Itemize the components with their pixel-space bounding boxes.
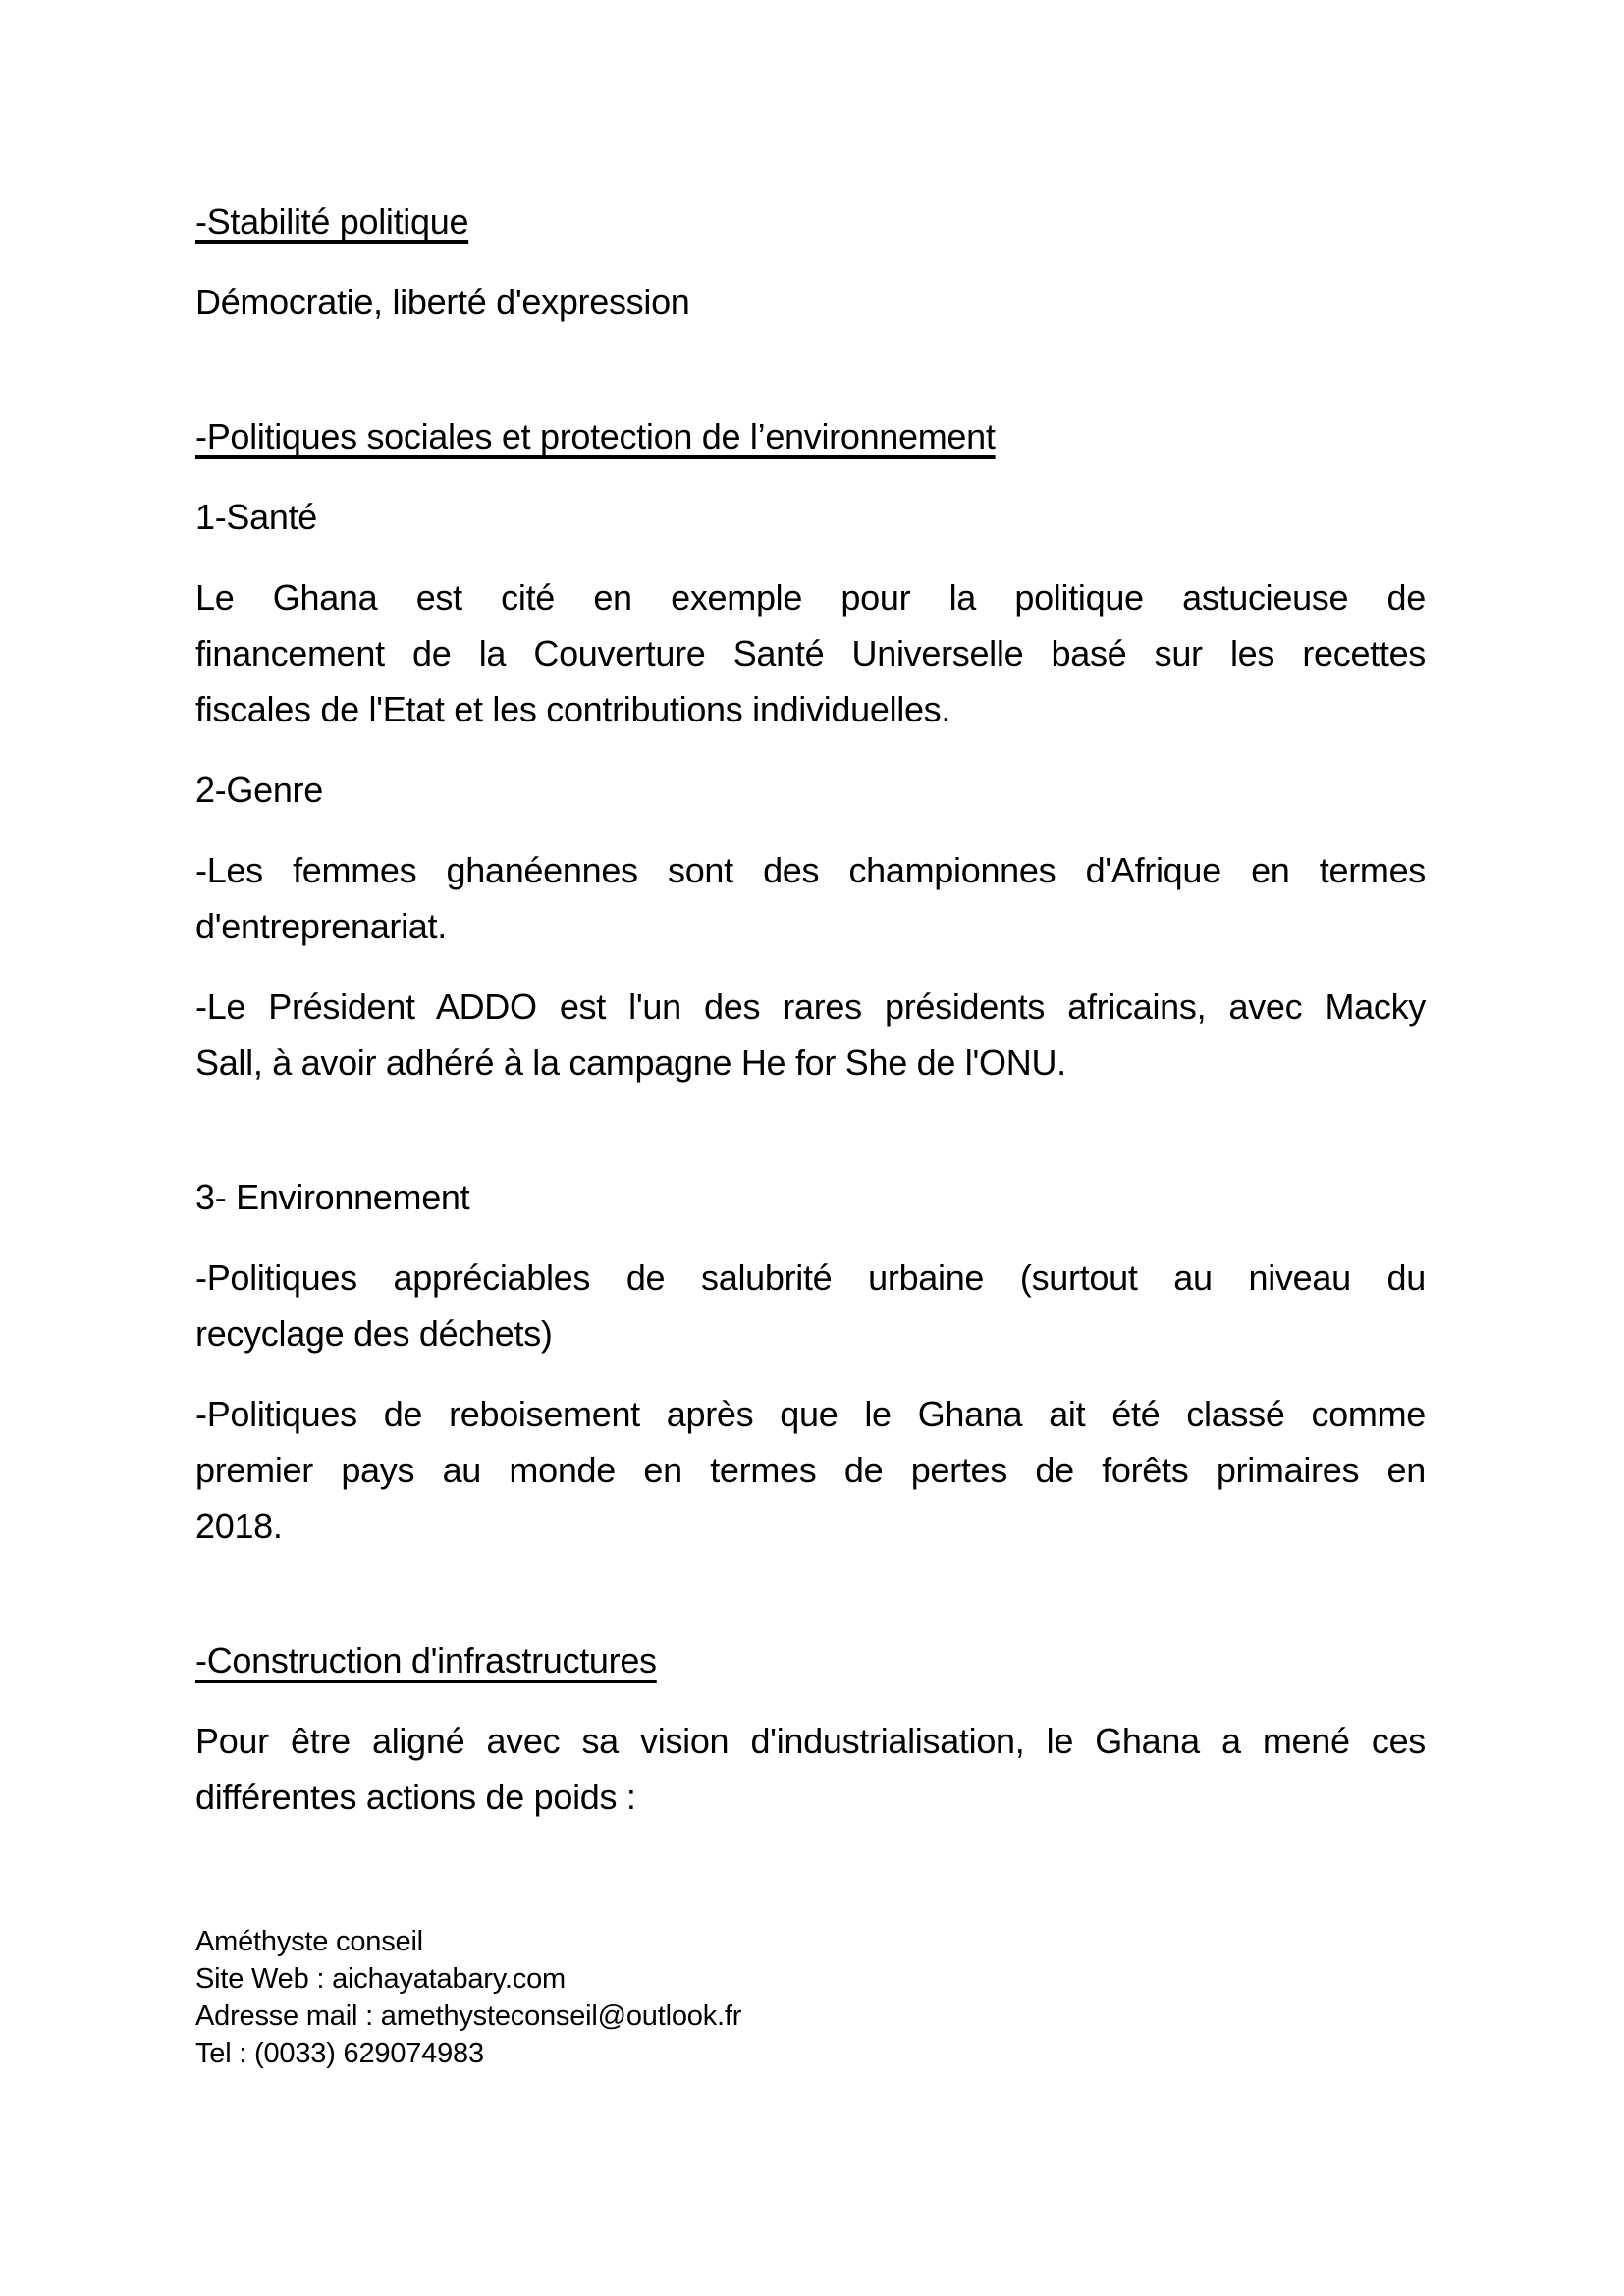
- heading-construction-infrastructures: -Construction d'infrastructures: [195, 1640, 657, 1681]
- paragraph-femmes: [195, 842, 1426, 954]
- paragraph-line: recyclage des déchets): [195, 1313, 553, 1354]
- paragraph-line: -Les femmes ghanéennes sont des championnes d'Afrique en termes: [195, 850, 1426, 890]
- subheading-environnement: 3- Environnement: [195, 1177, 470, 1217]
- paragraph-line: -Le Président ADDO est l'un des rares présidents africains, avec Macky: [195, 987, 1426, 1027]
- subheading-sante: 1-Santé: [195, 497, 317, 537]
- paragraph-line: d'entreprenariat.: [195, 906, 447, 946]
- heading-politiques-sociales: -Politiques sociales et protection de l’environnement: [195, 416, 996, 456]
- paragraph-salubrite: [195, 1250, 1426, 1362]
- paragraph-reboisement: [195, 1386, 1426, 1554]
- paragraph-line: fiscales de l'Etat et les contributions individuelles.: [195, 689, 951, 729]
- footer-company-name: Améthyste conseil: [195, 1926, 423, 1957]
- paragraph-line: financement de la Couverture Santé Universelle basé sur les recettes: [195, 633, 1426, 673]
- paragraph-line: premier pays au monde en termes de pertes de forêts primaires en: [195, 1450, 1426, 1490]
- paragraph-line: Pour être aligné avec sa vision d'industrialisation, le Ghana a mené ces: [195, 1721, 1426, 1761]
- paragraph-line: -Politiques de reboisement après que le Ghana ait été classé comme: [195, 1394, 1426, 1434]
- paragraph-president-addo: [195, 979, 1426, 1091]
- subheading-genre: 2-Genre: [195, 770, 323, 810]
- paragraph-line: 2018.: [195, 1506, 283, 1546]
- heading-stabilite-politique: -Stabilité politique: [195, 201, 469, 241]
- document-body: [195, 193, 1426, 2072]
- footer-email: Adresse mail : amethysteconseil@outlook.fr: [195, 2001, 742, 2032]
- paragraph-line: différentes actions de poids :: [195, 1777, 636, 1817]
- paragraph-democratie: Démocratie, liberté d'expression: [195, 282, 690, 322]
- paragraph-line: -Politiques appréciables de salubrité urbaine (surtout au niveau du: [195, 1257, 1426, 1298]
- paragraph-line: Le Ghana est cité en exemple pour la politique astucieuse de: [195, 577, 1426, 617]
- footer-website: Site Web : aichayatabary.com: [195, 1963, 566, 1995]
- paragraph-sante: [195, 569, 1426, 737]
- paragraph-line: Sall, à avoir adhéré à la campagne He for She de l'ONU.: [195, 1042, 1066, 1083]
- page-footer: [195, 1923, 1426, 2072]
- footer-phone: Tel : (0033) 629074983: [195, 2038, 484, 2069]
- paragraph-vision-industrialisation: [195, 1713, 1426, 1825]
